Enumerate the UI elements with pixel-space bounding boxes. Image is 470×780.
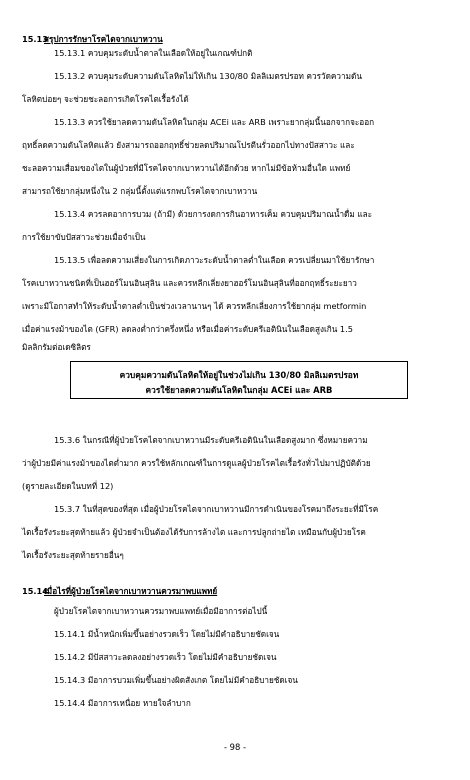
paragraph-line: มิลลิกรัมต่อเดซิลิตร	[22, 342, 91, 352]
paragraph-line: 15.13.2 ควบคุมระดับความดันโลหิตไม่ให้เกิน 130/80 มิลลิเมตรปรอท ควรวัดความดัน	[54, 71, 362, 81]
section-number: 15.14	[22, 586, 48, 596]
summary-line: ควรใช้ยาลดความดันโลหิตในกลุ่ม ACEi และ ARB	[145, 385, 333, 395]
section-heading-15-13	[22, 34, 163, 45]
paragraph-line: ชะลอความเสื่อมของไตในผู้ป่วยที่มีโรคไตจากเบาหวานได้อีกด้วย หากไม่มีข้อห้ามอื่นใด แพทย์	[22, 163, 351, 173]
paragraph-line: ฤทธิ์ลดความดันโลหิตแล้ว ยังสามารถออกฤทธิ์ช่วยลดปริมาณโปรตีนรั่วออกไปทางปัสสาวะ และ	[22, 140, 355, 150]
summary-line: ควบคุมความดันโลหิตให้อยู่ในช่วงไม่เกิน 130/80 มิลลิเมตรปรอท	[119, 370, 359, 380]
paragraph-line: 15.13.5 เพื่อลดความเสี่ยงในการเกิดภาวะระดับน้ำตาลต่ำในเลือด ควรเปลี่ยนมาใช้ยารักษา	[54, 255, 375, 265]
paragraph-line: 15.3.6 ในกรณีที่ผู้ป่วยโรคไตจากเบาหวานมีระดับครีเอตินินในเลือดสูงมาก ซึ่งหมายความ	[54, 435, 368, 445]
paragraph-line: เพราะมีโอกาสทำให้ระดับน้ำตาลต่ำเป็นช่วงเวลานานๆ ได้ ควรหลีกเลี่ยงการใช้ยากลุ่ม metformin	[22, 301, 367, 311]
section-title: สรุปการรักษาโรคไตจากเบาหวาน	[44, 34, 163, 44]
list-item: 15.14.1 มีน้ำหนักเพิ่มขึ้นอย่างรวดเร็ว โดยไม่มีคำอธิบายชัดเจน	[54, 629, 280, 639]
paragraph-line: สามารถใช้ยากลุ่มหนึ่งใน 2 กลุ่มนี้ตั้งแต่แรกพบโรคไตจากเบาหวาน	[22, 186, 258, 196]
paragraph-line: โรคเบาหวานชนิดที่เป็นฮอร์โมนอินสุลิน และควรหลีกเลี่ยงยาฮอร์โมนอินสุลินที่ออกฤทธิ์ระยะยาว	[22, 278, 357, 288]
section-heading-15-14	[22, 586, 217, 597]
summary-box	[70, 361, 408, 399]
list-item: 15.14.2 มีปัสสาวะลดลงอย่างรวดเร็ว โดยไม่มีคำอธิบายชัดเจน	[54, 652, 277, 662]
paragraph-line: ว่าผู้ป่วยมีค่าแรงม้าของไตต่ำมาก ควรใช้หลักเกณฑ์ในการดูแลผู้ป่วยโรคไตเรื้อรังทั่วไปมาปฏิบัติด้วย	[22, 458, 371, 468]
paragraph-line: โลหิตบ่อยๆ จะช่วยชะลอการเกิดโรคไตเรื้อรังได้	[22, 94, 189, 104]
paragraph-line: (ดูรายละเอียดในบทที่ 12)	[22, 481, 114, 491]
paragraph-line: ผู้ป่วยโรคไตจากเบาหวานควรมาพบแพทย์เมื่อมีอาการต่อไปนี้	[54, 606, 268, 616]
paragraph-line: 15.13.4 ควรลดอาการบวม (ถ้ามี) ด้วยการงดการกินอาหารเค็ม ควบคุมปริมาณน้ำดื่ม และ	[54, 209, 373, 219]
paragraph-line: 15.13.3 ควรใช้ยาลดความดันโลหิตในกลุ่ม ACEi และ ARB เพราะยากลุ่มนี้นอกจากจะออก	[54, 117, 375, 127]
paragraph-line: เมื่อค่าแรงม้าของไต (GFR) ลดลงต่ำกว่าครึ่งหนึ่ง หรือเมื่อค่าระดับครีเอตินินในเลือดสูงเกิน 1.5	[22, 324, 353, 334]
section-number: 15.13	[22, 34, 48, 44]
paragraph-line: 15.3.7 ในที่สุดของที่สุด เมื่อผู้ป่วยโรคไตจากเบาหวานมีการดำเนินของโรคมาถึงระยะที่มีโรค	[54, 504, 379, 514]
paragraph-line: การใช้ยาขับปัสสาวะช่วยเมื่อจำเป็น	[22, 232, 146, 242]
paragraph-line: 15.13.1 ควบคุมระดับน้ำตาลในเลือดให้อยู่ในเกณฑ์ปกติ	[54, 48, 253, 58]
paragraph-line: ไตเรื้อรังระยะสุดท้ายแล้ว ผู้ป่วยจำเป็นต้องได้รับการล้างไต และการปลูกถ่ายไต เหมือนกับผู้ป่วยโรค	[22, 527, 366, 537]
paragraph-line: ไตเรื้อรังระยะสุดท้ายรายอื่นๆ	[22, 550, 124, 560]
list-item: 15.14.4 มีอาการเหนื่อย หายใจลำบาก	[54, 698, 191, 708]
page-number: - 98 -	[223, 742, 247, 752]
list-item: 15.14.3 มีอาการบวมเพิ่มขึ้นอย่างผิดสังเกต โดยไม่มีคำอธิบายชัดเจน	[54, 675, 298, 685]
section-title: เมื่อไรที่ผู้ป่วยโรคไตจากเบาหวานควรมาพบแพทย์	[44, 586, 218, 596]
